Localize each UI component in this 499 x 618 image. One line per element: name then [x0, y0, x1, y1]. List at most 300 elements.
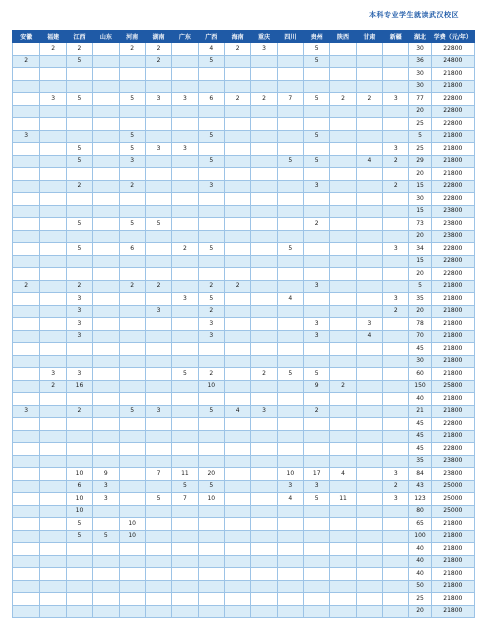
table-cell: 3	[13, 130, 40, 143]
table-cell	[40, 543, 66, 556]
table-cell	[224, 343, 250, 356]
table-cell	[304, 418, 330, 431]
column-header: 广东	[172, 31, 198, 43]
table-cell	[356, 43, 382, 56]
table-cell: 25	[409, 143, 431, 156]
table-cell: 2	[383, 305, 409, 318]
table-cell	[198, 605, 224, 618]
table-cell: 40	[409, 393, 431, 406]
table-cell: 35	[409, 455, 431, 468]
tuition-cell: 23800	[431, 205, 474, 218]
table-cell	[172, 255, 198, 268]
table-cell	[198, 268, 224, 281]
table-cell	[40, 468, 66, 481]
table-cell	[304, 243, 330, 256]
table-cell: 5	[66, 55, 92, 68]
table-cell	[93, 343, 119, 356]
table-cell	[251, 255, 277, 268]
table-cell	[13, 330, 40, 343]
table-cell	[277, 355, 303, 368]
tuition-cell: 22800	[431, 93, 474, 106]
table-cell: 73	[409, 218, 431, 231]
table-cell	[251, 543, 277, 556]
table-cell	[251, 293, 277, 306]
table-row	[13, 468, 475, 481]
page-title: 本科专业学生就读武汉校区	[369, 11, 459, 19]
table-cell	[224, 555, 250, 568]
tuition-cell: 21800	[431, 318, 474, 331]
table-cell	[40, 430, 66, 443]
table-cell	[119, 330, 145, 343]
table-cell: 6	[198, 93, 224, 106]
table-row	[13, 518, 475, 531]
table-cell	[198, 193, 224, 206]
table-cell	[93, 155, 119, 168]
table-cell	[13, 343, 40, 356]
table-cell: 2	[224, 93, 250, 106]
table-cell	[251, 593, 277, 606]
table-cell: 3	[66, 293, 92, 306]
column-header: 河南	[119, 31, 145, 43]
table-cell	[330, 568, 356, 581]
table-row	[13, 43, 475, 56]
table-cell	[356, 180, 382, 193]
table-cell	[277, 330, 303, 343]
table-cell: 5	[198, 55, 224, 68]
table-row	[13, 105, 475, 118]
table-cell: 123	[409, 493, 431, 506]
table-cell: 40	[409, 568, 431, 581]
table-cell	[383, 355, 409, 368]
table-cell	[119, 68, 145, 81]
tuition-cell: 22800	[431, 193, 474, 206]
table-cell	[356, 305, 382, 318]
table-cell	[172, 593, 198, 606]
table-cell	[172, 105, 198, 118]
table-cell	[172, 55, 198, 68]
table-cell	[198, 393, 224, 406]
table-cell	[13, 230, 40, 243]
table-cell	[383, 405, 409, 418]
table-cell	[383, 593, 409, 606]
table-cell: 5	[198, 155, 224, 168]
table-cell	[383, 555, 409, 568]
table-cell: 5	[66, 155, 92, 168]
table-cell	[304, 518, 330, 531]
table-cell: 2	[172, 243, 198, 256]
table-cell	[383, 443, 409, 456]
table-cell: 3	[356, 318, 382, 331]
table-cell: 10	[66, 493, 92, 506]
table-cell	[277, 543, 303, 556]
table-cell	[224, 455, 250, 468]
table-cell	[224, 468, 250, 481]
table-cell	[198, 543, 224, 556]
table-cell	[145, 380, 171, 393]
table-cell	[383, 68, 409, 81]
table-cell	[224, 193, 250, 206]
table-cell: 5	[119, 130, 145, 143]
table-cell: 20	[409, 230, 431, 243]
column-header: 广西	[198, 31, 224, 43]
table-cell	[251, 168, 277, 181]
table-cell	[224, 530, 250, 543]
table-cell: 20	[409, 168, 431, 181]
table-cell	[13, 455, 40, 468]
table-cell	[224, 543, 250, 556]
table-cell	[40, 505, 66, 518]
table-cell	[40, 180, 66, 193]
tuition-cell: 22800	[431, 443, 474, 456]
table-cell: 2	[304, 405, 330, 418]
table-cell	[356, 105, 382, 118]
table-cell	[330, 180, 356, 193]
table-cell: 2	[40, 380, 66, 393]
table-cell: 5	[198, 243, 224, 256]
table-cell	[119, 268, 145, 281]
table-cell: 3	[383, 493, 409, 506]
table-cell: 3	[119, 155, 145, 168]
table-cell	[40, 493, 66, 506]
table-cell: 2	[145, 55, 171, 68]
table-cell	[251, 343, 277, 356]
table-cell	[93, 193, 119, 206]
table-cell	[304, 80, 330, 93]
table-cell	[119, 55, 145, 68]
table-cell	[277, 505, 303, 518]
tuition-cell: 25800	[431, 380, 474, 393]
table-cell	[251, 218, 277, 231]
table-cell: 3	[251, 405, 277, 418]
table-cell	[145, 255, 171, 268]
table-cell	[251, 180, 277, 193]
table-row	[13, 605, 475, 618]
table-cell: 3	[277, 480, 303, 493]
table-cell: 20	[409, 305, 431, 318]
table-cell	[277, 568, 303, 581]
table-cell	[224, 130, 250, 143]
table-cell	[330, 230, 356, 243]
table-cell	[119, 305, 145, 318]
table-cell: 3	[304, 280, 330, 293]
table-cell	[224, 330, 250, 343]
table-cell	[330, 68, 356, 81]
table-cell	[356, 530, 382, 543]
table-cell	[93, 355, 119, 368]
table-cell: 5	[304, 493, 330, 506]
table-cell: 2	[66, 43, 92, 56]
table-cell	[93, 555, 119, 568]
table-row	[13, 143, 475, 156]
table-cell	[93, 430, 119, 443]
table-cell	[119, 543, 145, 556]
table-cell	[356, 230, 382, 243]
table-cell: 5	[198, 480, 224, 493]
table-cell: 2	[251, 368, 277, 381]
table-row	[13, 505, 475, 518]
table-cell	[251, 268, 277, 281]
table-cell	[277, 430, 303, 443]
table-cell	[224, 255, 250, 268]
table-cell	[356, 193, 382, 206]
tuition-cell: 21800	[431, 343, 474, 356]
table-cell	[145, 343, 171, 356]
table-cell: 20	[409, 605, 431, 618]
table-cell: 45	[409, 343, 431, 356]
table-header-row	[13, 31, 475, 43]
table-cell: 3	[304, 330, 330, 343]
table-cell: 2	[66, 405, 92, 418]
table-cell	[66, 105, 92, 118]
table-row	[13, 593, 475, 606]
table-cell	[93, 118, 119, 131]
table-cell	[198, 568, 224, 581]
table-cell	[304, 293, 330, 306]
table-cell	[304, 568, 330, 581]
table-cell: 5	[172, 368, 198, 381]
table-cell	[330, 393, 356, 406]
table-cell	[119, 168, 145, 181]
table-cell	[119, 480, 145, 493]
table-cell: 4	[330, 468, 356, 481]
table-cell: 5	[119, 143, 145, 156]
table-cell	[13, 493, 40, 506]
tuition-cell: 22800	[431, 418, 474, 431]
table-cell	[330, 330, 356, 343]
table-cell	[356, 280, 382, 293]
table-cell: 45	[409, 430, 431, 443]
table-cell	[40, 130, 66, 143]
table-cell	[251, 393, 277, 406]
table-cell	[40, 105, 66, 118]
table-cell	[145, 443, 171, 456]
table-cell: 2	[13, 280, 40, 293]
table-cell	[277, 105, 303, 118]
table-cell: 5	[198, 293, 224, 306]
table-cell	[251, 130, 277, 143]
table-cell	[224, 568, 250, 581]
table-cell	[93, 243, 119, 256]
table-cell: 77	[409, 93, 431, 106]
table-cell	[13, 318, 40, 331]
table-cell	[251, 430, 277, 443]
table-cell: 2	[356, 93, 382, 106]
table-cell	[304, 555, 330, 568]
table-cell	[224, 118, 250, 131]
table-row	[13, 305, 475, 318]
table-cell	[304, 593, 330, 606]
table-cell	[13, 468, 40, 481]
table-cell	[40, 605, 66, 618]
table-cell	[145, 293, 171, 306]
table-cell	[93, 180, 119, 193]
table-cell	[145, 330, 171, 343]
table-cell	[172, 393, 198, 406]
table-cell	[13, 418, 40, 431]
table-cell	[13, 480, 40, 493]
table-cell: 4	[356, 330, 382, 343]
table-cell	[251, 355, 277, 368]
table-cell	[304, 393, 330, 406]
table-cell	[145, 455, 171, 468]
tuition-cell: 21800	[431, 580, 474, 593]
table-cell	[224, 230, 250, 243]
table-cell	[383, 43, 409, 56]
table-cell	[277, 530, 303, 543]
table-cell	[330, 318, 356, 331]
table-cell	[277, 218, 303, 231]
table-cell	[40, 280, 66, 293]
table-cell	[13, 430, 40, 443]
table-cell: 5	[198, 130, 224, 143]
table-cell	[172, 68, 198, 81]
tuition-cell: 21800	[431, 555, 474, 568]
tuition-cell: 24800	[431, 55, 474, 68]
table-cell	[40, 480, 66, 493]
table-cell	[251, 468, 277, 481]
table-cell: 4	[277, 293, 303, 306]
table-row	[13, 343, 475, 356]
table-cell	[356, 68, 382, 81]
table-cell	[356, 418, 382, 431]
column-header: 湖北	[409, 31, 431, 43]
table-cell	[145, 205, 171, 218]
table-cell	[356, 543, 382, 556]
table-cell	[40, 568, 66, 581]
table-cell	[172, 43, 198, 56]
table-cell: 20	[409, 105, 431, 118]
table-cell	[224, 105, 250, 118]
table-cell	[277, 255, 303, 268]
table-cell	[330, 143, 356, 156]
table-cell	[119, 443, 145, 456]
table-cell	[66, 80, 92, 93]
table-cell	[198, 68, 224, 81]
table-cell: 15	[409, 205, 431, 218]
table-cell: 2	[224, 43, 250, 56]
table-cell: 25	[409, 118, 431, 131]
table-cell: 3	[145, 143, 171, 156]
table-cell: 4	[277, 493, 303, 506]
table-cell	[383, 530, 409, 543]
table-row	[13, 380, 475, 393]
table-cell: 3	[66, 305, 92, 318]
table-cell	[13, 168, 40, 181]
table-cell	[13, 305, 40, 318]
table-row	[13, 268, 475, 281]
table-cell	[251, 143, 277, 156]
table-cell	[66, 268, 92, 281]
table-cell	[383, 343, 409, 356]
table-cell	[119, 355, 145, 368]
table-cell	[145, 68, 171, 81]
table-cell	[304, 255, 330, 268]
tuition-cell: 21800	[431, 355, 474, 368]
table-cell	[172, 343, 198, 356]
table-cell	[93, 543, 119, 556]
table-cell	[66, 455, 92, 468]
table-row	[13, 555, 475, 568]
table-cell	[66, 555, 92, 568]
table-cell	[93, 105, 119, 118]
table-cell	[172, 318, 198, 331]
table-cell	[40, 205, 66, 218]
table-cell	[119, 605, 145, 618]
table-cell: 3	[172, 143, 198, 156]
tuition-cell: 21800	[431, 330, 474, 343]
table-cell	[145, 480, 171, 493]
table-cell	[277, 593, 303, 606]
table-cell	[277, 380, 303, 393]
table-cell	[304, 443, 330, 456]
table-cell	[251, 155, 277, 168]
table-cell	[330, 293, 356, 306]
table-cell	[40, 555, 66, 568]
tuition-cell: 25000	[431, 480, 474, 493]
table-cell: 3	[304, 318, 330, 331]
table-cell	[198, 118, 224, 131]
table-cell: 3	[66, 368, 92, 381]
table-cell	[145, 230, 171, 243]
table-cell	[304, 343, 330, 356]
table-cell: 5	[66, 143, 92, 156]
table-cell	[40, 405, 66, 418]
table-cell	[172, 193, 198, 206]
table-cell	[277, 280, 303, 293]
table-cell	[40, 455, 66, 468]
table-cell	[13, 243, 40, 256]
table-cell	[251, 230, 277, 243]
table-cell: 3	[304, 180, 330, 193]
table-cell	[383, 130, 409, 143]
table-cell	[172, 355, 198, 368]
table-cell	[251, 443, 277, 456]
table-cell	[383, 255, 409, 268]
table-cell: 2	[40, 43, 66, 56]
table-cell: 150	[409, 380, 431, 393]
table-cell: 30	[409, 193, 431, 206]
table-cell	[224, 68, 250, 81]
table-cell	[13, 505, 40, 518]
table-cell	[330, 243, 356, 256]
table-cell	[198, 230, 224, 243]
table-cell	[13, 143, 40, 156]
table-cell	[198, 218, 224, 231]
column-header: 福建	[40, 31, 66, 43]
table-cell: 2	[383, 155, 409, 168]
table-cell	[172, 180, 198, 193]
table-cell	[93, 68, 119, 81]
table-cell	[145, 355, 171, 368]
table-cell: 3	[198, 180, 224, 193]
table-cell	[40, 293, 66, 306]
table-cell	[251, 105, 277, 118]
tuition-cell: 23800	[431, 230, 474, 243]
table-cell	[13, 105, 40, 118]
tuition-cell: 22800	[431, 255, 474, 268]
table-cell	[251, 518, 277, 531]
table-cell	[198, 355, 224, 368]
table-cell: 10	[66, 505, 92, 518]
table-cell: 2	[119, 180, 145, 193]
table-cell	[66, 568, 92, 581]
table-cell	[224, 268, 250, 281]
table-cell	[251, 330, 277, 343]
table-cell	[93, 293, 119, 306]
table-cell	[119, 568, 145, 581]
table-cell	[93, 268, 119, 281]
table-cell	[224, 443, 250, 456]
